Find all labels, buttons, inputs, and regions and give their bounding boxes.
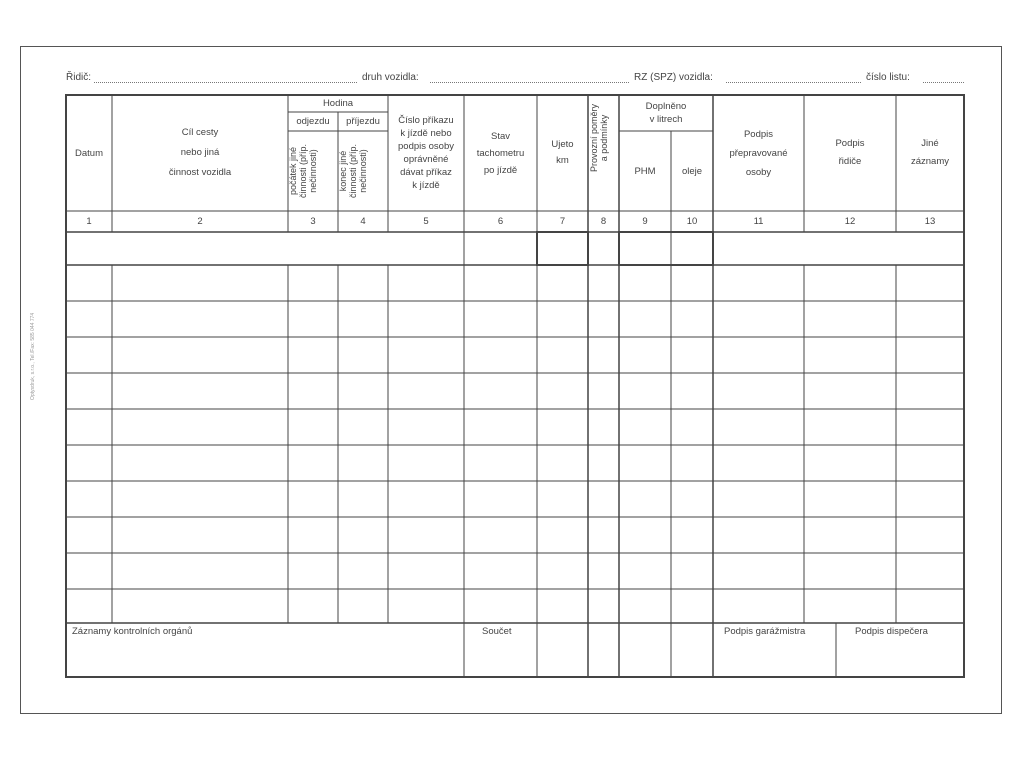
header-arrival: příjezdu [346,116,380,127]
column-number: 2 [197,216,203,227]
column-number: 5 [423,216,429,227]
vehicle-type-label: druh vozidla: [362,72,419,83]
header-other-records: Jiné záznamy [910,138,949,167]
plate-label: RZ (SPZ) vozidla: [634,72,713,83]
header-driver-signature: Podpis řidiče [835,138,865,167]
sheet-number-label: číslo listu: [866,72,910,83]
header-odometer: Stav tachometru po jízdě [476,130,525,176]
footer-garage-master-signature: Podpis garážmistra [724,626,806,637]
column-number: 1 [86,216,92,227]
header-oil: oleje [681,165,703,177]
column-number: 3 [310,216,316,227]
header-datum: Datum [75,147,103,159]
column-number: 13 [924,216,936,227]
header-km-driven: Ujeto km [551,139,574,166]
header-operating-conditions: Provozní poměry a podmínky [589,103,609,173]
driver-label: Řidič: [66,72,92,83]
column-number: 11 [753,216,764,227]
header-passenger-signature: Podpis přepravované osoby [729,128,788,178]
column-number: 10 [686,216,698,227]
column-number: 4 [360,216,366,227]
column-number: 7 [559,216,566,227]
header-departure: odjezdu [296,116,330,127]
header-activity-end: konec jiné činnosti (příp. nečinnosti) [338,143,368,199]
footer-inspection-records: Záznamy kontrolních orgánů [72,626,193,637]
column-number: 9 [642,216,648,227]
header-refilled: Doplněno v litrech [645,101,687,125]
header-hour: Hodina [322,98,354,109]
header-order-number: Číslo příkazu k jízdě nebo podpis osoby oprávněné dávat příkaz k jízdě [398,115,454,191]
header-activity-start: počátek jiné činnosti (příp. nečinnosti) [288,143,318,199]
printer-imprint: Optysdruk, s.r.o., Tel./Fax: 585 044 774 [30,312,36,400]
footer-dispatcher-signature: Podpis dispečera [855,626,928,637]
column-number: 8 [600,216,607,227]
header-destination: Cíl cesty nebo jiná činnost vozidla [168,127,232,178]
footer-total: Součet [482,626,512,637]
column-number: 12 [844,216,856,227]
column-number: 6 [497,216,504,227]
header-fuel: PHM [634,165,656,177]
